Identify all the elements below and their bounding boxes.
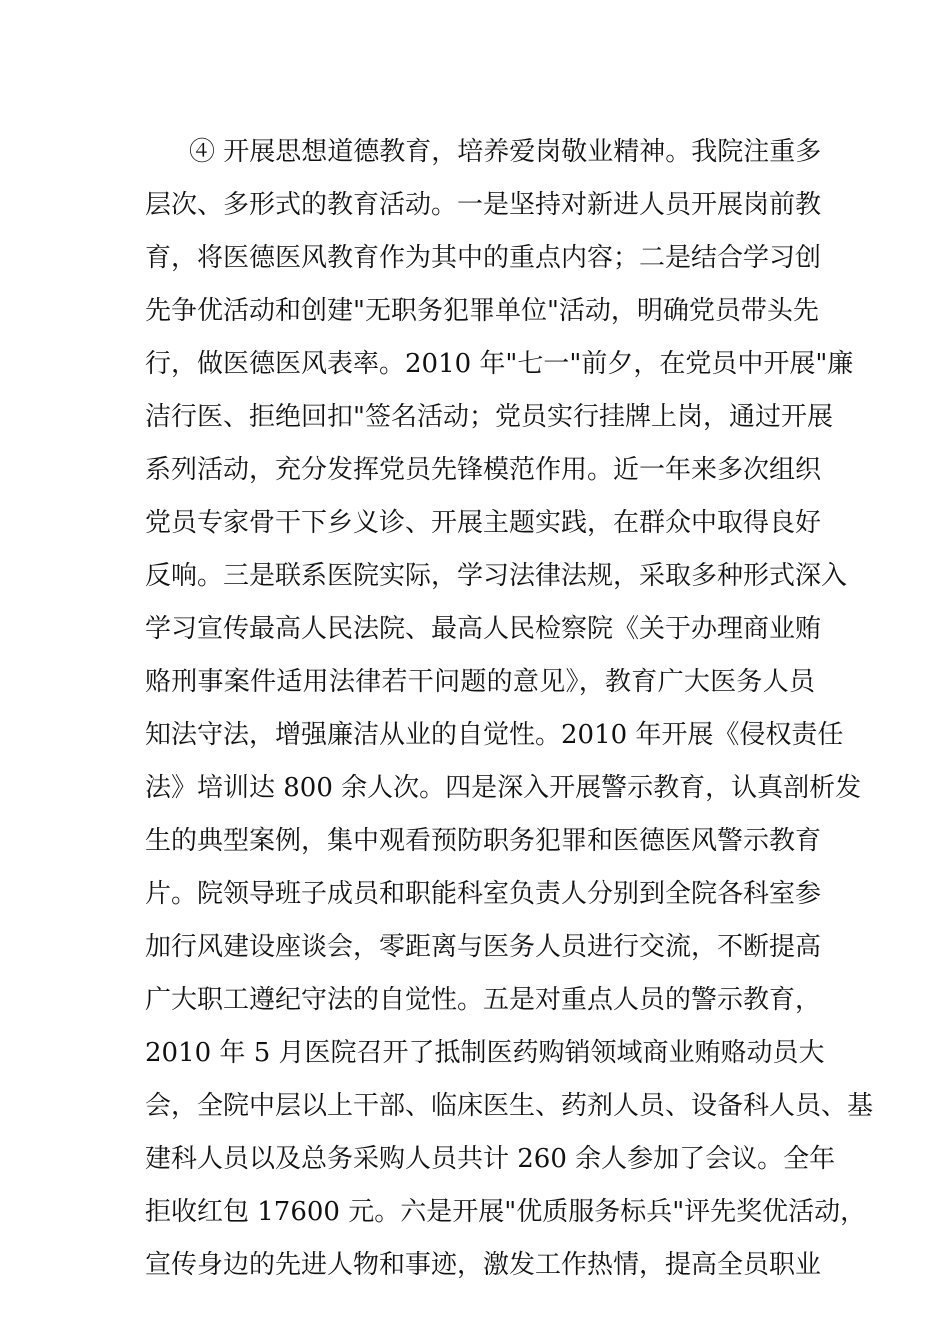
paragraph-line: 宣传身边的先进人物和事迹，激发工作热情，提高全员职业 (145, 1250, 822, 1280)
paragraph-line: 洁行医、拒绝回扣"签名活动；党员实行挂牌上岗，通过开展 (145, 402, 833, 432)
paragraph-line: 育，将医德医风教育作为其中的重点内容；二是结合学习创 (145, 243, 822, 273)
paragraph-line: 知法守法，增强廉洁从业的自觉性。2010 年开展《侵权责任 (145, 720, 844, 750)
paragraph-line: 加行风建设座谈会，零距离与医务人员进行交流，不断提高 (145, 932, 822, 962)
paragraph-line: 反响。三是联系医院实际，学习法律法规，采取多种形式深入 (145, 561, 848, 591)
body-paragraph (145, 126, 874, 1292)
paragraph-line: 2010 年 5 月医院召开了抵制医药购销领域商业贿赂动员大 (145, 1038, 825, 1068)
paragraph-line: 法》培训达 800 余人次。四是深入开展警示教育，认真剖析发 (145, 773, 862, 803)
paragraph-line: ④ 开展思想道德教育，培养爱岗敬业精神。我院注重多 (189, 137, 822, 167)
paragraph-line: 层次、多形式的教育活动。一是坚持对新进人员开展岗前教 (145, 190, 822, 220)
paragraph-line: 广大职工遵纪守法的自觉性。五是对重点人员的警示教育， (145, 985, 822, 1015)
paragraph-line: 先争优活动和创建"无职务犯罪单位"活动，明确党员带头先 (145, 296, 819, 326)
paragraph-line: 生的典型案例，集中观看预防职务犯罪和医德医风警示教育 (145, 826, 822, 856)
paragraph-line: 片。院领导班子成员和职能科室负责人分别到全院各科室参 (145, 879, 822, 909)
paragraph-line: 党员专家骨干下乡义诊、开展主题实践，在群众中取得良好 (145, 508, 822, 538)
paragraph-line: 赂刑事案件适用法律若干问题的意见》，教育广大医务人员 (145, 667, 815, 697)
paragraph-line: 学习宣传最高人民法院、最高人民检察院《关于办理商业贿 (145, 614, 822, 644)
paragraph-line: 拒收红包 17600 元。六是开展"优质服务标兵"评先奖优活动， (145, 1197, 867, 1227)
paragraph-line: 建科人员以及总务采购人员共计 260 余人参加了会议。全年 (145, 1144, 836, 1174)
paragraph-line: 会，全院中层以上干部、临床医生、药剂人员、设备科人员、基 (145, 1091, 874, 1121)
paragraph-line: 行，做医德医风表率。2010 年"七一"前夕，在党员中开展"廉 (145, 349, 854, 379)
paragraph-line: 系列活动，充分发挥党员先锋模范作用。近一年来多次组织 (145, 455, 822, 485)
